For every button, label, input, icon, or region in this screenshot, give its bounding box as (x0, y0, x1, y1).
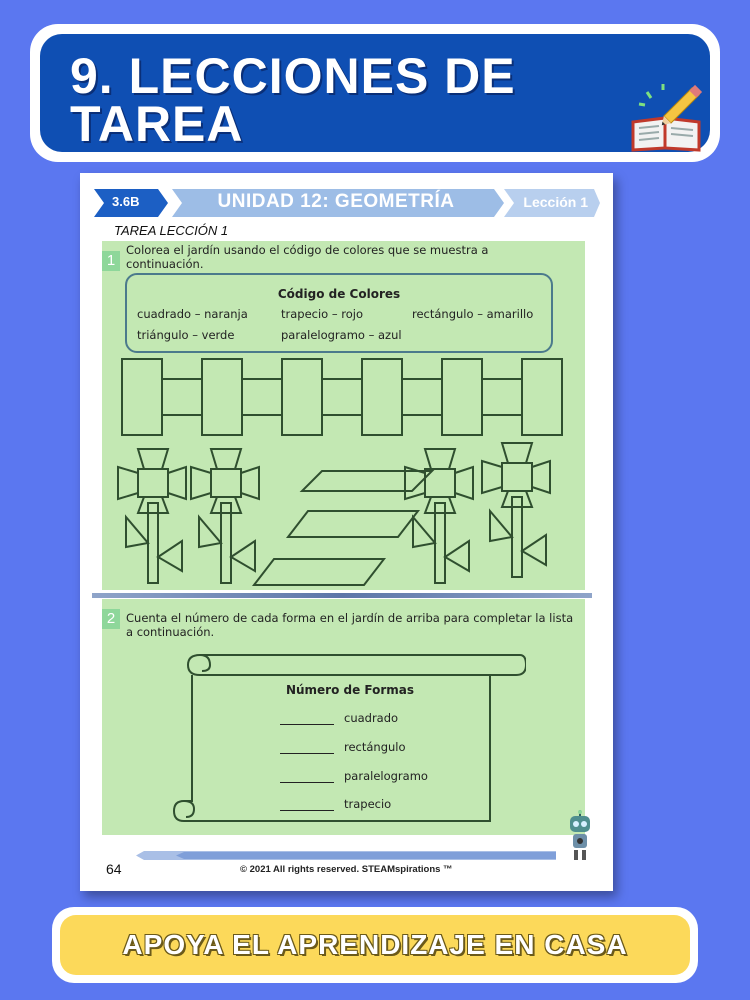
count-label: trapecio (344, 797, 392, 811)
answer-blank[interactable] (280, 782, 334, 783)
unit-title: UNIDAD 12: GEOMETRÍA (217, 191, 455, 212)
flower (482, 443, 550, 577)
answer-blank[interactable] (280, 724, 334, 725)
standard-code: 3.6B (112, 194, 140, 209)
count-label: cuadrado (344, 711, 399, 725)
shape-count-title: Número de Formas (285, 683, 415, 697)
flower (118, 449, 186, 583)
robot-mascot-icon (564, 810, 596, 862)
legend-item-trapezoid: trapecio – rojo (281, 307, 364, 321)
legend-item-square: cuadrado – naranja (137, 307, 248, 321)
answer-blank[interactable] (280, 753, 334, 754)
footer-band (136, 851, 556, 860)
count-label: rectángulo (344, 740, 406, 754)
question-2-number: 2 (102, 609, 120, 629)
count-label: paralelogramo (344, 769, 428, 783)
banner-panel (60, 915, 690, 975)
page-title: 9. LECCIONES DE TAREA (70, 48, 516, 152)
book-pencil-icon (625, 74, 710, 154)
question-1-number: 1 (102, 251, 120, 271)
color-code-legend (125, 273, 553, 353)
section-divider (92, 593, 592, 598)
legend-item-parallelogram: paralelogramo – azul (281, 328, 402, 342)
question-1-text: Colorea el jardín usando el código de colores que se muestra a continuación. (126, 243, 489, 271)
garden-drawing (102, 353, 585, 593)
legend-item-rectangle: rectángulo – amarillo (412, 307, 534, 321)
lesson-label: Lección 1 (523, 194, 588, 210)
legend-title: Código de Colores (277, 287, 401, 301)
worksheet-page (80, 173, 613, 891)
homework-label: TAREA LECCIÓN 1 (114, 223, 229, 238)
parallelogram (302, 471, 432, 491)
banner-text: APOYA EL APRENDIZAJE EN CASA (122, 929, 628, 960)
header-card (30, 24, 720, 162)
legend-item-triangle: triángulo – verde (137, 328, 235, 342)
fence (122, 359, 562, 435)
header-panel (40, 34, 710, 152)
parallelogram (254, 559, 384, 585)
question-2-text: Cuenta el número de cada forma en el jardín de arriba para completar la lista a continuación. (126, 611, 574, 639)
bottom-banner (52, 907, 698, 983)
page-number: 64 (106, 861, 122, 877)
parallelogram (288, 511, 418, 537)
flower (191, 449, 259, 583)
copyright-text: © 2021 All rights reserved. STEAMspirations ™ (240, 864, 453, 875)
unit-header-bar (94, 189, 600, 217)
answer-blank[interactable] (280, 810, 334, 811)
